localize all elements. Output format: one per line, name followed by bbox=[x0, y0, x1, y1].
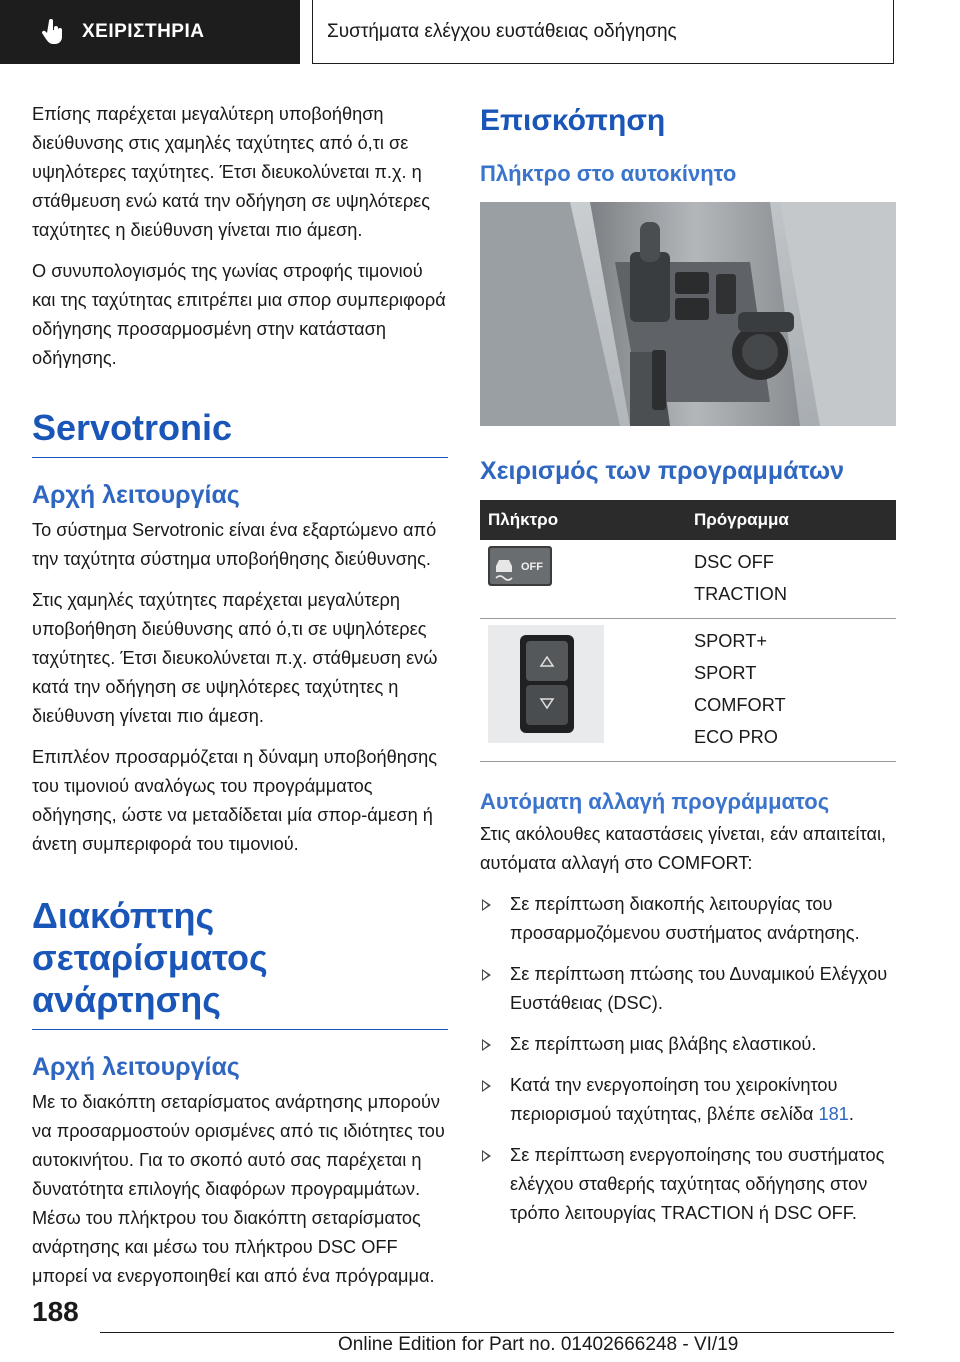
program-sport: SPORT bbox=[694, 663, 757, 683]
section-label: ΧΕΙΡΙΣΤΗΡΙΑ bbox=[82, 21, 205, 42]
overview-heading: Επισκόπηση bbox=[480, 104, 666, 137]
program-traction: TRACTION bbox=[694, 584, 787, 604]
bullet-triangle-icon bbox=[482, 1150, 491, 1162]
row1-programs bbox=[686, 540, 896, 619]
list-item: Σε περίπτωση ενεργοποίησης του συστήματος ελέγχου σταθερής ταχύτητας οδήγησης στον τρόπο λειτουργίας TRACTION ή DSC OFF. bbox=[480, 1141, 896, 1228]
bullet-triangle-icon bbox=[482, 1080, 491, 1092]
auto-program-change-paragraph: Στις ακόλουθες καταστάσεις γίνεται, εάν απαιτείται, αυτόματα αλλαγή στο COMFORT: bbox=[480, 824, 887, 873]
section-tab bbox=[0, 0, 300, 64]
list-item: Σε περίπτωση διακοπής λειτουργίας του προσαρμοζόμενου συστήματος ανάρτησης. bbox=[480, 890, 896, 948]
chapter-title: Συστήματα ελέγχου ευστάθειας οδήγησης bbox=[312, 0, 894, 64]
intro-paragraph-2: Ο συνυπολογισμός της γωνίας στροφής τιμονιού και της ταχύτητας επιτρέπει μια σπορ συμπεριφορά οδήγησης προσαρμοσμένη στην κατάσταση οδήγησης. bbox=[32, 261, 446, 368]
bullet-triangle-icon bbox=[482, 899, 491, 911]
auto-program-change-subheading: Αυτόματη αλλαγή προγράμματος bbox=[480, 789, 830, 814]
auto-change-conditions-list bbox=[480, 890, 896, 1228]
right-column bbox=[480, 100, 896, 1240]
table-row bbox=[480, 540, 896, 619]
program-dsc-off: DSC OFF bbox=[694, 552, 774, 572]
servotronic-paragraph-1: Το σύστημα Servotronic είναι ένα εξαρτώμενο από την ταχύτητα σύστημα υποβοήθησης διεύθυνσης. bbox=[32, 520, 437, 569]
table-header-program: Πρόγραμμα bbox=[686, 500, 896, 540]
intro-paragraph-1: Επίσης παρέχεται μεγαλύτερη υποβοήθηση διεύθυνσης στις χαμηλές ταχύτητες από ό,τι σε υψηλότερες ταχύτητες. Έτσι διευκολύνεται π.χ. η στάθμευση ενώ κατά την οδήγηση σε υψηλότερες ταχύτητες η διεύθυνση γίνεται πιο άμεση. bbox=[32, 104, 431, 240]
bullet-triangle-icon bbox=[482, 1039, 491, 1051]
dsc-off-badge-text: OFF bbox=[521, 561, 543, 573]
suspension-switch-subheading: Αρχή λειτουργίας bbox=[32, 1053, 240, 1081]
dsc-off-button-image bbox=[480, 540, 686, 619]
table-row bbox=[480, 619, 896, 762]
center-console-photo bbox=[480, 202, 896, 426]
list-item: Κατά την ενεργοποίηση του χειροκίνητου περιορισμού ταχύτητας, βλέπε σελίδα 181. bbox=[480, 1071, 896, 1129]
servotronic-paragraph-2: Στις χαμηλές ταχύτητες παρέχεται μεγαλύτερη υποβοήθηση διεύθυνσης από ό,τι σε υψηλότερες ταχύτητες. Έτσι διευκολύνεται π.χ. στάθμευση ενώ κατά την οδήγηση σε υψηλότερες ταχύτητες η διεύθυνση γίνεται πιο άμεση. bbox=[32, 590, 438, 726]
hand-pointer-icon bbox=[40, 19, 66, 45]
footer-edition: Online Edition for Part no. 01402666248 - VI/19 bbox=[338, 1334, 739, 1355]
button-in-car-subheading: Πλήκτρο στο αυτοκίνητο bbox=[480, 161, 737, 186]
list-item: Σε περίπτωση μιας βλάβης ελαστικού. bbox=[480, 1030, 896, 1059]
dsc-off-icon bbox=[488, 546, 552, 586]
programs-operation-subheading: Χειρισμός των προγραμμάτων bbox=[480, 457, 845, 485]
program-comfort: COMFORT bbox=[694, 695, 786, 715]
bullet-triangle-icon bbox=[482, 969, 491, 981]
footer-divider bbox=[100, 1332, 894, 1333]
servotronic-paragraph-3: Επιπλέον προσαρμόζεται η δύναμη υποβοήθησης του τιμονιού αναλόγως του προγράμματος οδήγησης, ώστε να μεταδίδεται μία σπορ-άμεση ή άνετη συμπεριφορά του τιμονιού. bbox=[32, 747, 437, 854]
table-header-row bbox=[480, 500, 896, 540]
programs-table bbox=[480, 500, 896, 762]
table-header-button: Πλήκτρο bbox=[480, 500, 686, 540]
suspension-switch-paragraph: Με το διακόπτη σεταρίσματος ανάρτησης μπορούν να προσαρμοστούν ορισμένες από τις ιδιότητες του αυτοκινήτου. Για το σκοπό αυτό σας παρέχεται η δυνατότητα επιλογής διαφόρων προγραμμάτων. Μέσω του πλήκτρου του διακόπτη σεταρίσματος ανάρτησης και μέσω του πλήκτρου DSC OFF μπορεί να ενεργοποιηθεί και από ένα πρόγραμμα. bbox=[32, 1092, 445, 1286]
suspension-switch-heading: Διακόπτης σεταρίσματος ανάρτησης bbox=[32, 895, 448, 1030]
left-column bbox=[32, 100, 448, 1303]
servotronic-heading: Servotronic bbox=[32, 407, 448, 458]
driving-experience-switch-image bbox=[480, 619, 686, 762]
servotronic-subheading: Αρχή λειτουργίας bbox=[32, 481, 240, 509]
rocker-switch-icon bbox=[488, 625, 604, 743]
program-sport-plus: SPORT+ bbox=[694, 631, 767, 651]
row2-programs bbox=[686, 619, 896, 762]
page-number: 188 bbox=[32, 1296, 79, 1327]
list-item: Σε περίπτωση πτώσης του Δυναμικού Ελέγχου Ευστάθειας (DSC). bbox=[480, 960, 896, 1018]
program-eco-pro: ECO PRO bbox=[694, 727, 778, 747]
page-link-181[interactable]: 181 bbox=[818, 1104, 849, 1124]
